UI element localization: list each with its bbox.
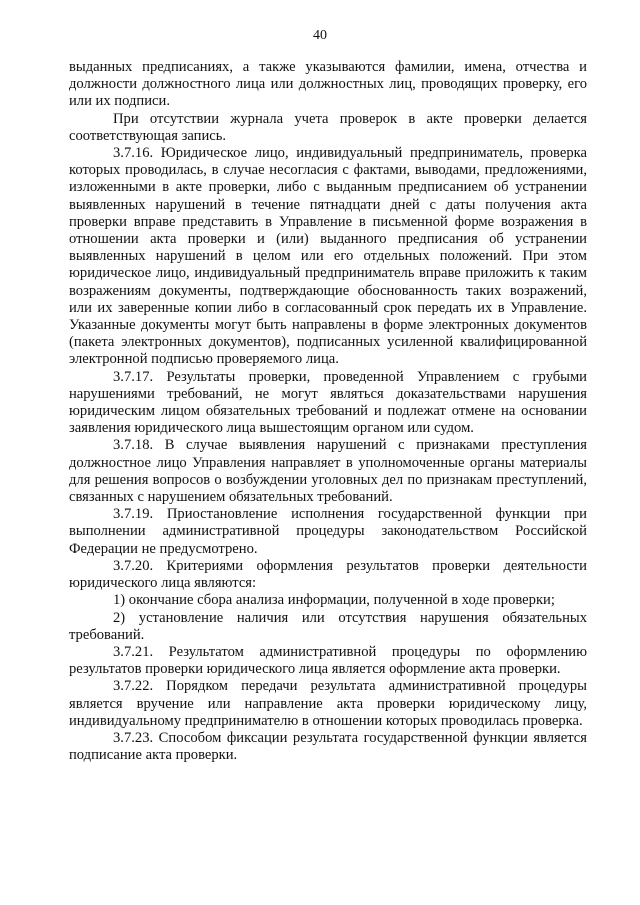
document-body bbox=[69, 59, 587, 764]
paragraph: 3.7.20. Критериями оформления результатов проверки деятельности юридического лица являются: bbox=[69, 557, 587, 592]
paragraph: 3.7.19. Приостановление исполнения государственной функции при выполнении административной процедуры законодательством Российской Федерации не предусмотрено. bbox=[69, 506, 587, 557]
paragraph: 3.7.17. Результаты проверки, проведенной Управлением с грубыми нарушениями требований, не могут являться доказательствами нарушения юридическим лицом обязательных требований и подлежат отмене на основании заявления юридического лица вышестоящим органом или судом. bbox=[69, 368, 587, 437]
paragraph: 3.7.23. Способом фиксации результата государственной функции является подписание акта проверки. bbox=[69, 729, 587, 764]
list-item: 2) установление наличия или отсутствия нарушения обязательных требований. bbox=[69, 609, 587, 643]
list-item: 1) окончание сбора анализа информации, полученной в ходе проверки; bbox=[113, 592, 555, 609]
paragraph: выданных предписаниях, а также указываются фамилии, имена, отчества и должности должностного лица или должностных лиц, проводящих проверку, его или их подписи. bbox=[69, 59, 587, 110]
paragraph: 3.7.16. Юридическое лицо, индивидуальный предприниматель, проверка которых проводилась, в случае несогласия с фактами, выводами, предложениями, изложенными в акте проверки, либо с выданным предписанием об устранении выявленных нарушений в течение пятнадцати дней с даты получения акта проверки вправе представить в Управление в письменной форме возражения в отношении акта проверки и (или) выданного предписания об устранении выявленных нарушений в целом или его отдельных положений. При этом юридическое лицо, индивидуальный предприниматель вправе приложить к таким возражениям документы, подтверждающие обоснованность таких возражений, или их заверенные копии либо в согласованный срок передать их в Управление. Указанные документы могут быть направлены в форме электронных документов (пакета электронных документов), подписанных усиленной квалифицированной электронной подписью проверяемого лица. bbox=[69, 145, 587, 368]
paragraph: 3.7.18. В случае выявления нарушений с признаками преступления должностное лицо Управления направляет в уполномоченные органы материалы для решения вопросов о возбуждении уголовных дел по признакам преступлений, связанных с нарушением обязательных требований. bbox=[69, 437, 587, 506]
paragraph: 3.7.22. Порядком передачи результата административной процедуры является вручение или направление акта проверки юридическому лицу, индивидуальному предпринимателю в отношении которых проводилась проверка. bbox=[69, 678, 587, 729]
page-number: 40 bbox=[313, 28, 327, 43]
paragraph: При отсутствии журнала учета проверок в акте проверки делается соответствующая запись. bbox=[69, 110, 587, 144]
paragraph: 3.7.21. Результатом административной процедуры по оформлению результатов проверки юридического лица является оформление акта проверки. bbox=[69, 643, 587, 678]
